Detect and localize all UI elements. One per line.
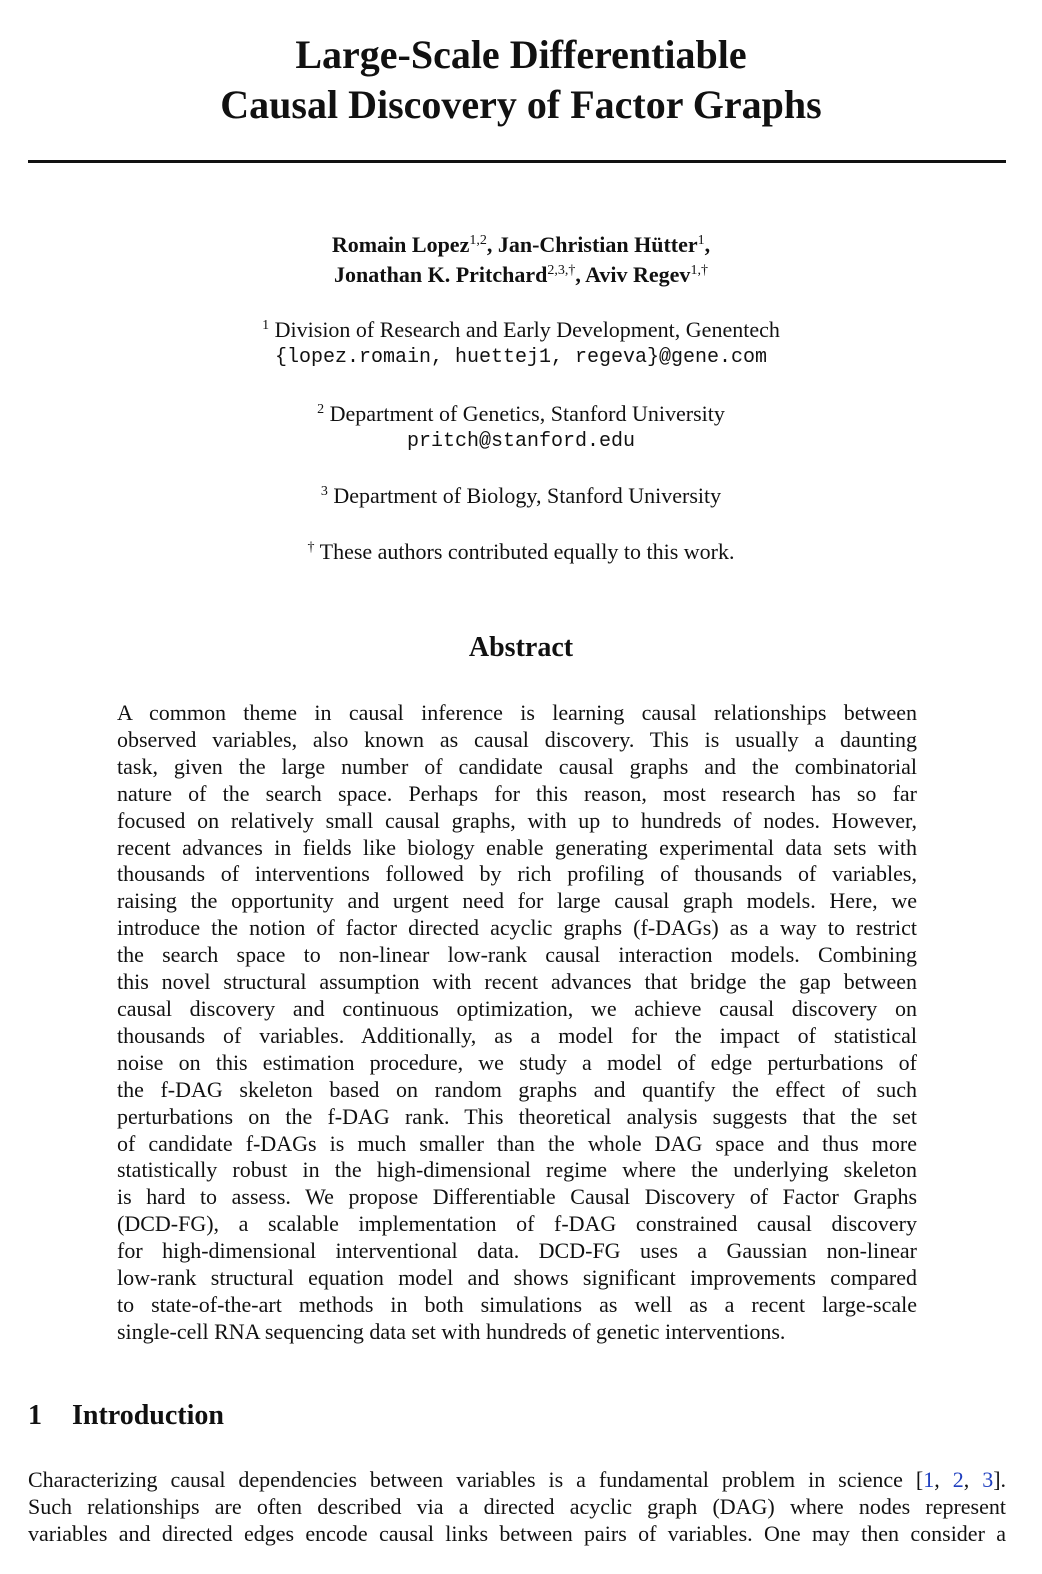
abstract-line: thousands of interventions followed by rich profiling of thousands of variables, bbox=[117, 861, 917, 887]
abstract-line: is hard to assess. We propose Differentiable Causal Discovery of Factor Graphs bbox=[117, 1184, 917, 1210]
abstract-line: causal discovery and continuous optimization, we achieve causal discovery on bbox=[117, 995, 917, 1021]
author-list: Romain Lopez$^{1,2}$, Jan-Christian Hütter$^1$, Jonathan K. Pritchard$^{2,3,\dagger}$, Aviv Regev$^{1,\dagger}$ bbox=[331, 232, 711, 287]
citation-link[interactable]: 3 bbox=[982, 1467, 994, 1492]
abstract-line: raising the opportunity and urgent need for large causal graph models. Here, we bbox=[117, 888, 917, 914]
author-name: Aviv Regev bbox=[585, 262, 691, 287]
abstract-line: task, given the large number of candidate causal graphs and the combinatorial bbox=[117, 753, 917, 779]
abstract-line: nature of the search space. Perhaps for this reason, most research has so far bbox=[117, 780, 917, 806]
abstract-line: focused on relatively small causal graphs, with up to hundreds of nodes. However, bbox=[117, 807, 917, 833]
title-line-2: Causal Discovery of Factor Graphs bbox=[220, 82, 822, 127]
abstract-line: of candidate f-DAGs is much smaller than the whole DAG space and thus more bbox=[117, 1130, 917, 1156]
abstract-line: this novel structural assumption with recent advances that bridge the gap between bbox=[117, 969, 917, 995]
abstract-line: for high-dimensional interventional data. DCD-FG uses a Gaussian non-linear bbox=[117, 1238, 917, 1264]
abstract-line: perturbations on the f-DAG rank. This theoretical analysis suggests that the set bbox=[117, 1103, 917, 1129]
abstract-line: statistically robust in the high-dimensional regime where the underlying skeleton bbox=[117, 1157, 917, 1183]
intro-line: Such relationships are often described via a directed acyclic graph (DAG) where nodes represent bbox=[28, 1494, 1006, 1519]
abstract-line: A common theme in causal inference is learning causal relationships between bbox=[117, 700, 917, 725]
abstract-line: to state-of-the-art methods in both simulations as well as a recent large-scale bbox=[117, 1291, 917, 1317]
affiliation-3: $^3$ Department of Biology, Stanford University bbox=[320, 483, 722, 508]
affiliation-1: $^1$ Division of Research and Early Development, Genentech {lopez.romain, huettej1, regeva}@gene.com bbox=[0, 316, 1042, 372]
intro-line: Characterizing causal dependencies between variables is a fundamental problem in science [1, 2, 3]. bbox=[28, 1467, 1007, 1492]
affiliation-name: Division of Research and Early Development, Genentech bbox=[274, 317, 780, 342]
affiliation-email: pritch@stanford.edu bbox=[406, 430, 636, 453]
abstract-line: introduce the notion of factor directed acyclic graphs (f-DAGs) as a way to restrict bbox=[117, 915, 917, 941]
abstract-line: thousands of variables. Additionally, as a model for the impact of statistical bbox=[117, 1022, 917, 1048]
paper-title bbox=[0, 30, 1042, 130]
affiliation-name: Department of Biology, Stanford University bbox=[333, 483, 722, 508]
abstract-body bbox=[117, 700, 917, 1346]
abstract-line: single-cell RNA sequencing data set with hundreds of genetic interventions. bbox=[117, 1318, 786, 1344]
title-rule bbox=[28, 160, 1006, 163]
abstract-heading: Abstract bbox=[468, 632, 574, 663]
author-affil-sup: 1 bbox=[697, 233, 705, 248]
affiliation-email: {lopez.romain, huettej1, regeva}@gene.com bbox=[274, 346, 768, 369]
abstract-line: the search space to non-linear low-rank causal interaction models. Combining bbox=[117, 942, 917, 968]
author-affil-sup: 2,3,† bbox=[547, 263, 576, 278]
affiliation-2: $^2$ Department of Genetics, Stanford University pritch@stanford.edu bbox=[0, 400, 1042, 456]
abstract-line: observed variables, also known as causal discovery. This is usually a daunting bbox=[117, 726, 917, 752]
abstract-line: low-rank structural equation model and shows significant improvements compared bbox=[117, 1265, 917, 1291]
equal-contribution-note: † These authors contributed equally to this work. bbox=[307, 539, 735, 564]
title-line-1: Large-Scale Differentiable bbox=[295, 32, 747, 77]
author-affil-sup: 1,2 bbox=[469, 233, 487, 248]
citation-link[interactable]: 1 bbox=[923, 1467, 935, 1492]
author-name: Jonathan K. Pritchard bbox=[334, 262, 548, 287]
section-title: Introduction bbox=[72, 1400, 224, 1431]
abstract-line: noise on this estimation procedure, we study a model of edge perturbations of bbox=[117, 1049, 917, 1075]
affiliation-name: Department of Genetics, Stanford University bbox=[329, 401, 725, 426]
author-affil-sup: 1,† bbox=[690, 263, 708, 278]
author-name: Jan-Christian Hütter bbox=[497, 232, 698, 257]
author-name: Romain Lopez bbox=[331, 232, 470, 257]
abstract-line: recent advances in fields like biology enable generating experimental data sets with bbox=[117, 834, 917, 860]
intro-line: variables and directed edges encode causal links between pairs of variables. One may then consider a bbox=[28, 1521, 1006, 1546]
section-heading bbox=[28, 1400, 224, 1432]
abstract-line: (DCD-FG), a scalable implementation of f-DAG constrained causal discovery bbox=[117, 1211, 917, 1237]
section-number: 1 bbox=[28, 1400, 42, 1431]
intro-paragraph bbox=[28, 1466, 1006, 1547]
citation-link[interactable]: 2 bbox=[952, 1467, 964, 1492]
abstract-line: the f-DAG skeleton based on random graphs and quantify the effect of such bbox=[117, 1076, 917, 1102]
